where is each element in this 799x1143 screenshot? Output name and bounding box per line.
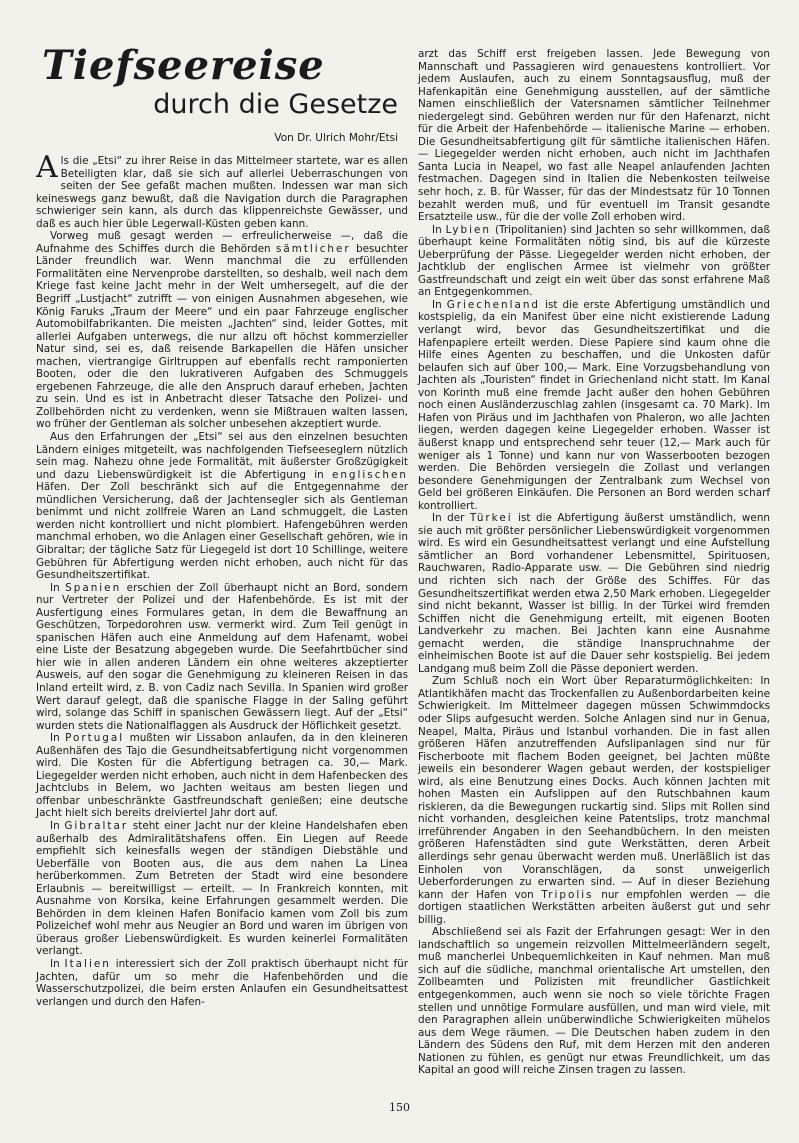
paragraph	[418, 675, 770, 926]
paragraph	[418, 512, 770, 675]
paragraph-text: In	[50, 581, 60, 594]
emphasis-text: sämtlicher	[275, 242, 351, 255]
country-name: Griechenland	[446, 298, 541, 311]
paragraph	[36, 582, 408, 733]
paragraph-text: steht einer Jacht nur der kleine Handelshafen eben außerhalb des Admiralitätshafens offen. Ein Liegen auf Reede empfiehlt sich keinesfalls wegen der ständigen Diebstähle und Ueberfälle von Booten aus, die aus dem nahen La Linea herüberkommen. Zum Betreten der Stadt wird eine besondere Erlaubnis — bereitwilligst — erteilt. — In Frankreich konnten, mit Ausnahme von Korsika, keine Erfahrungen gesammelt werden. Die Behörden in dem kleinen Hafen Bonifacio kamen vom Zoll bis zum Polizeichef wohl mehr aus Neugier an Bord und waren im übrigen von überaus großer Liebenswürdigkeit. Es wurden keinerlei Formalitäten verlangt.	[36, 819, 409, 958]
paragraph	[36, 732, 408, 820]
paragraph-text: ist die erste Abfertigung umständlich und kostspielig, da ein Manifest über eine nicht existierende Ladung verlangt wird, bevor das Gesundheitszertifikat und die Hafenpapiere erteilt werden. Diese Papiere sind kaum ohne die Hilfe eines Agenten zu beschaffen, und die Unkosten dafür belaufen sich auf über 100,— Mark. Eine Vorzugsbehandlung von Jachten als „Touristen“ findet in Griechenland nicht statt. Im Kanal von Korinth muß eine fremde Jacht außer den hohen Gebühren noch einen Ausländerzuschlag zahlen (insgesamt ca. 70 Mark). Im Hafen von Piräus und im Jachthafen von Phaleron, wo alle Jachten liegen, werden dagegen keine Liegegelder erhoben. Wasser ist äußerst knapp und entsprechend sehr teuer (12,— Mark auch für weniger als 1 Tonne) und kann nur von Wasserbooten bezogen werden. Die Behörden versiegeln die Zollast und verlangen besondere Genehmigungen der Zentralbank zum Wechsel von Geld bei größeren Einkäufen. Die Personen an Bord werden scharf kontrolliert.	[418, 298, 770, 512]
paragraph-text: erschien der Zoll überhaupt nicht an Bord, sondern nur Vertreter der Polizei und der Hafenbehörde. Es ist mit der Ausfertigung eines Formulares getan, in dem die Bewaffnung an Geschützen, Torpedorohren usw. vermerkt wird. Zum Teil genügt in spanischen Häfen auch eine Anmeldung auf dem Hafenamt, wobei eine Liste der Besatzung abgegeben wurde. Die Seefahrtbücher sind hier wie in allen anderen Ländern ein ohne weiteres akzeptierter Ausweis, auf den sogar die Genehmigung zu kleineren Reisen in das Inland erteilt wird, z. B. von Cadiz nach Sevilla. In Spanien wird großer Wert darauf gelegt, daß die spanische Flagge in der Saling geführt wird, solange das Schiff in spanischen Gewässern liegt. Auf der „Etsi“ wurden stets die Nationalflaggen als Ausdruck der Höflichkeit gesetzt.	[36, 581, 409, 732]
paragraph	[418, 299, 770, 512]
paragraph-text: mußten wir Lissabon anlaufen, da in den kleineren Außenhäfen des Tajo die Gesundheitsabfertigung nicht vorgenommen wird. Die Kosten für die Abfertigung betragen ca. 30,— Mark. Liegegelder werden nicht erhoben, auch nicht in dem Hafenbecken des Jachtclubs in Belem, wo Jachten weitaus am besten liegen und offenbar unbeschränkte Gastfreundschaft genießen; eine deutsche Jacht hielt sich bereits dreiviertel Jahr dort auf.	[36, 732, 408, 820]
paragraph-text: nur empfohlen werden — die dortigen staatlichen Werkstätten arbeiten äußerst gut und sehr billig.	[418, 888, 770, 926]
paragraph-text: ls die „Etsi“ zu ihrer Reise in das Mittelmeer startete, war es allen Beteiligten klar, daß sie sich auf allerlei Ueberraschungen von seiten der See gefaßt machen mußten. Indessen war man sich keineswegs ganz bewußt, daß die Navigation durch die Paragraphen schwieriger sein kann, als durch das klippenreichste Gewässer, und daß es auch hier üble Legerwall-Küsten geben kann.	[36, 155, 408, 230]
paragraph-text: In	[50, 819, 60, 832]
paragraph-text: (Tripolitanien) sind Jachten so sehr willkommen, daß überhaupt keine Formalitäten nötig sind, bis auf die kürzeste Ueberprüfung der Pässe. Liegegelder werden nicht erhoben, der Jachtklub der englischen Armee ist vielmehr von größter Gastfreundschaft und zeigt ein weit über das sonst erfahrene Maß an Entgegenkommen.	[418, 223, 770, 299]
paragraph	[418, 224, 770, 299]
drop-cap: A	[36, 150, 58, 185]
paragraph-text: In	[50, 732, 60, 745]
paragraph: Abschließend sei als Fazit der Erfahrungen gesagt: Wer in den landschaftlich so ungemein reizvollen Mittelmeerländern segelt, muß mancherlei Unbequemlichkeiten in Kauf nehmen. Man muß sich auf die südliche, manchmal orientalische Art umstellen, den Zollbeamten und Polizisten mit freundlicher Gastlichkeit entgegenkommen, auch wenn sie noch so viele törichte Fragen stellen und unnötige Formulare ausfüllen, und man wird viele, mit den Paragraphen allein unüberwindliche Schwierigkeiten mühelos aus dem Wege räumen. — Die Deutschen haben zudem in den Ländern des Südens den Ruf, mit dem Herzen mit den anderen Nationen zu fühlen, es genügt nur etwas Freundlichkeit, um das Kapital an good will reiche Zinsen tragen zu lassen.	[418, 926, 770, 1077]
paragraph-text: In	[432, 223, 442, 236]
title-block	[36, 44, 408, 144]
paragraph-text: Zum Schluß noch ein Wort über Reparaturmöglichkeiten: In Atlantikhäfen macht das Trockenfallen zu Außenbordarbeiten keine Schwierigkeit. Im Mittelmeer dagegen müssen Schwimmdocks oder Slips aufgesucht werden. Solche Anlagen sind nur in Genua, Neapel, Malta, Piräus und Istanbul vorhanden. Die in fast allen größeren Häfen anzutreffenden Aufslipanlagen sind nur für Fischerboote mit flachem Boden geeignet, bei Jachten müßte jeweils ein besonderer Wagen gebaut werden, der kostspieliger wird, als eine Benutzung eines Docks. Auch können Jachten mit hohen Masten ein Aufslippen auf den Rutschbahnen kaum riskieren, da die Bewegungen ruckartig sind. Slips mit Rollen sind nicht vorhanden, desgleichen keine Patentslips, trotz manchmal irreführender Angaben in den Seehandbüchern. In den meisten größeren Hafenstädten sind gute Werkstätten, deren Arbeit allerdings sehr genau überwacht werden muß. Unerläßlich ist das Einholen von Voranschlägen, da sonst unweigerlich Ueberforderungen zu erwarten sind. — Auf in dieser Beziehung kann der Hafen von	[418, 675, 770, 901]
paragraph	[36, 431, 408, 582]
paragraph	[36, 820, 408, 958]
paragraph: arzt das Schiff erst freigeben lassen. Jede Bewegung von Mannschaft und Passagieren wird genauestens kontrolliert. Vor jedem Auslaufen, auch zu einem Sonntagsausflug, muß der Hafenkapitän eine Genehmigung ausstellen, auf der sämtliche Namen einschließlich der Vatersnamen sämtlicher Teilnehmer niedergelegt sind. Gebühren werden nur für den Hafenarzt, nicht für die Arbeit der Hafenbehörde — italienische Marine — erhoben. Die Gesundheitsabfertigung gilt für sämtliche italienischen Häfen. — Liegegelder werden nicht erhoben, auch nicht im Jachthafen Santa Lucia in Neapel, wo fast alle Neapel anlaufenden Jachten festmachen. Dagegen sind in Italien die Nebenkosten teilweise sehr hoch, z. B. für Wasser, für das der Mindestsatz für 10 Tonnen bezahlt werden muß, und für eventuell im Transit gesandte Ersatzteile usw., für die der volle Zoll erhoben wird.	[418, 48, 770, 224]
paragraph	[36, 230, 408, 431]
paragraph-text: Häfen. Der Zoll beschränkt sich auf die Entgegennahme der mündlichen Versicherung, daß der Jachtensegler sich als Gentleman benimmt und nicht zollfreie Waren an Land schmuggelt, die Lasten werden nicht kontrolliert und nicht plombiert. Hafengebühren werden manchmal erhoben, wo die Anlagen einer Gesellschaft gehören, wie in Gibraltar; der tägliche Satz für Liegegeld ist dort 10 Schillinge, weitere Gebühren für Abfertigung werden nicht erhoben, auch nicht für das Gesundheitszertifikat.	[36, 481, 408, 582]
country-name: Portugal	[65, 732, 125, 745]
paragraph-text: Aus den Erfahrungen der „Etsi“ sei aus den einzelnen besuchten Ländern einiges mitgeteilt, was nachfolgenden Tiefseeseglern nützlich sein mag. Nahezu ohne jede Formalität, mit äußerster Großzügigkeit und dazu Liebenswürdigkeit ist die Abfertigung in	[36, 431, 408, 481]
paragraph	[36, 150, 408, 230]
paragraph-text: ist die Abfertigung äußerst umständlich, wenn sie auch mit größter persönlicher Liebenswürdigkeit vorgenommen wird. Es wird ein Gesundheitsattest verlangt und eine Aufstellung sämtlicher an Bord vorhandener Lebensmittel, Spirituosen, Rauchwaren, Radio-Apparate usw. — Die Gebühren sind niedrig und richten sich nach der Größe des Schiffes. Für das Gesundheitszertifikat werden etwa 2,50 Mark erhoben. Liegegelder sind nicht bekannt, Wasser ist billig. In der Türkei wird fremden Schiffen nicht die Genehmigung erteilt, mit eigenen Booten Landverkehr zu machen. Bei Jachten kann eine Ausnahme gemacht werden, die ständige Inanspruchnahme der einheimischen Boote ist auf die Dauer sehr kostspielig. Bei jedem Landgang muß beim Zoll die Pässe deponiert werden.	[418, 512, 770, 675]
article-byline: Von Dr. Ulrich Mohr/Etsi	[274, 132, 398, 144]
paragraph-text: In	[50, 958, 60, 970]
paragraph	[36, 958, 408, 1008]
paragraph-text: In	[432, 298, 442, 311]
right-column	[418, 48, 770, 1098]
city-name: Tripolis	[541, 888, 594, 901]
article-title: Tiefseereise	[42, 42, 325, 89]
country-name: Lybien	[445, 223, 492, 236]
country-name: Türkei	[469, 512, 513, 525]
page-number: 150	[389, 1101, 410, 1114]
country-name: Gibraltar	[64, 819, 129, 832]
paragraph-text: interessiert sich der Zoll praktisch überhaupt nicht für Jachten, dafür um so mehr die Hafenbehörden und die Wasserschutzpolizei, die beim ersten Anlaufen ein Gesundheitsattest verlangen und durch den Hafen-	[36, 958, 408, 1008]
country-name: Italien	[64, 958, 111, 970]
paragraph-text: besuchter Länder freundlich war. Wenn manchmal die zu erfüllenden Formalitäten eine Nervenprobe darstellten, so deshalb, weil nach dem Kriege fast keine Jacht mehr in der Welt umhersegelt, auf die der Begriff „Lustjacht“ zutrifft — von einigen Ausnahmen abgesehen, wie König Faruks „Traum der Meere“ und ein paar Fahrzeuge englischer Automobilfabrikanten. Die meisten „Jachten“ sind, leider Gottes, mit allerlei Aufgaben unterwegs, die nur allzu oft höchst kommerzieller Natur sind, sei es, daß reisende Barkapellen die Häfen unsicher machen, viertrangige Girltruppen auf ebenfalls recht ramponierten Booten, oder die den lukrativeren Aufgaben des Schmuggels ergebenen Fahrzeuge, die alle den Anspruch darauf erheben, Jachten zu sein. Und es ist in Anbetracht dieser Tatsache den Polizei- und Zollbehörden nicht zu verdenken, wenn sie Mißtrauen walten lassen, wo früher der Gentleman als solcher unbesehen akzeptiert wurde.	[36, 242, 408, 431]
paragraph-text: In der	[432, 512, 465, 525]
article-subtitle: durch die Gesetze	[153, 89, 398, 120]
country-name: Spanien	[65, 581, 122, 594]
emphasis-text: englischen	[331, 468, 408, 481]
left-column	[36, 150, 409, 1095]
paragraph-text: Vorweg muß gesagt werden — erfreulicherweise —, daß die Aufnahme des Schiffes durch die Behörden	[36, 230, 408, 255]
